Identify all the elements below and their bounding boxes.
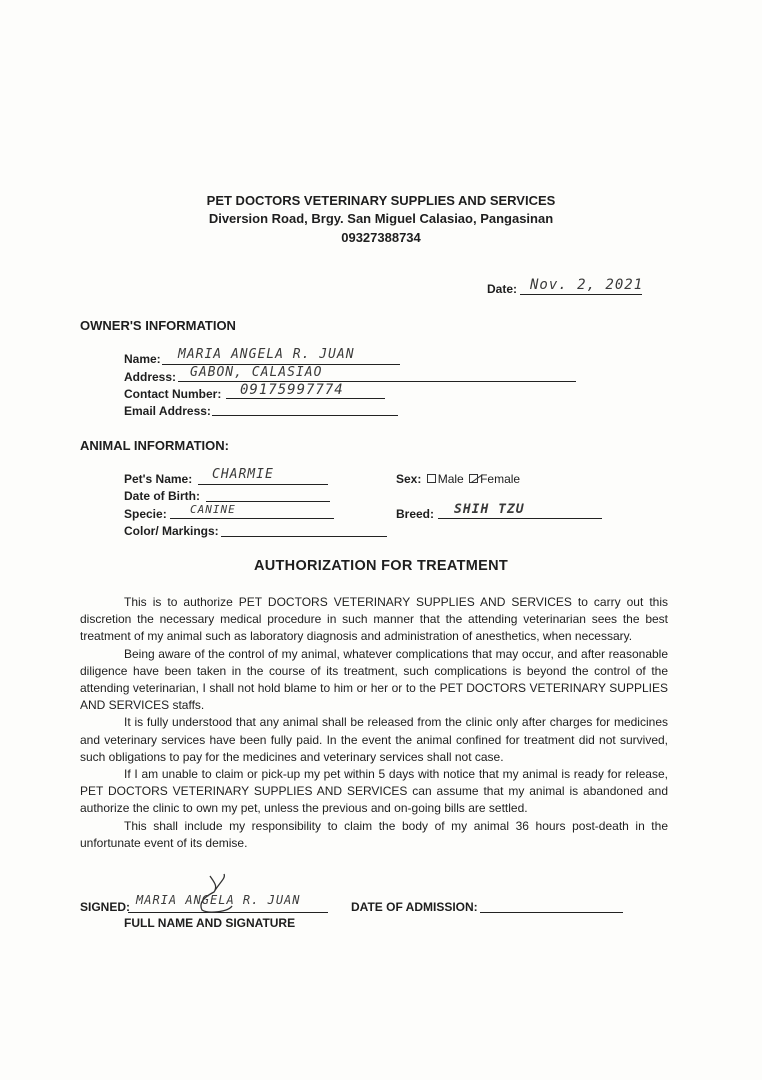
specie-label: Specie: (124, 507, 167, 521)
authorization-body (80, 594, 668, 852)
owner-contact-line (226, 398, 385, 399)
dob-line (206, 501, 330, 502)
dob-label: Date of Birth: (124, 489, 200, 503)
paragraph: This is to authorize PET DOCTORS VETERINARY SUPPLIES AND SERVICES to carry out this discretion the necessary medical procedure in such manner that the attending veterinarian sees the best treatment of my animal such as laboratory diagnosis and administration of anesthetics, when necessary. (80, 595, 668, 644)
clinic-phone: 09327388734 (341, 230, 421, 245)
owner-name-label: Name: (124, 352, 161, 366)
admission-label: DATE OF ADMISSION: (351, 900, 478, 914)
male-option-label: Male (437, 472, 464, 486)
pet-name-label: Pet's Name: (124, 472, 193, 486)
specie-line (170, 518, 334, 519)
owner-contact-value: 09175997774 (240, 382, 344, 398)
sex-label: Sex: (396, 472, 422, 486)
paragraph: This shall include my responsibility to claim the body of my animal 36 hours post-death in the unfortunate event of its demise. (80, 818, 668, 850)
clinic-name: PET DOCTORS VETERINARY SUPPLIES AND SERVICES (206, 193, 556, 208)
clinic-address: Diversion Road, Brgy. San Miguel Calasiao, Pangasinan (208, 211, 554, 226)
owner-address-value: GABON, CALASIAO (190, 365, 323, 380)
owner-email-line (212, 415, 398, 416)
male-checkbox[interactable] (427, 474, 436, 483)
color-line (221, 536, 387, 537)
date-label: Date: (487, 282, 518, 296)
color-label: Color/ Markings: (124, 524, 219, 538)
authorization-title: AUTHORIZATION FOR TREATMENT (253, 558, 509, 574)
pet-name-value: CHARMIE (212, 467, 274, 482)
breed-line (438, 518, 602, 519)
paragraph: It is fully understood that any animal shall be released from the clinic only after charges for medicines and veterinary services have been fully paid. In the event the animal confined for treatment did not survived, such obligations to pay for the medicines and veterinary services shall not case. (80, 715, 668, 764)
animal-section-title: ANIMAL INFORMATION: (80, 438, 229, 453)
breed-value: SHIH TZU (454, 502, 525, 517)
owner-section-title: OWNER'S INFORMATION (80, 318, 236, 333)
owner-address-label: Address: (124, 370, 177, 384)
owner-email-label: Email Address: (124, 404, 211, 418)
signature-scribble (188, 872, 248, 916)
owner-name-value: MARIA ANGELA R. JUAN (178, 347, 355, 362)
signature-caption: FULL NAME AND SIGNATURE (124, 916, 296, 930)
paragraph: Being aware of the control of my animal, whatever complications that may occur, and after reasonable diligence have been taken in the course of its treatment, such complications is beyond the control of the attending veterinarian, I shall not hold blame to him or her or to the PET DOCTORS VETERINARY SUPPLIES AND SERVICES staffs. (80, 646, 668, 713)
breed-label: Breed: (396, 507, 435, 521)
date-line (520, 294, 642, 295)
female-option-label: Female (480, 472, 521, 486)
paragraph: If I am unable to claim or pick-up my pet within 5 days with notice that my animal is ready for release, PET DOCTORS VETERINARY SUPPLIES AND SERVICES can assume that my animal is abandoned and authorize the clinic to own my pet, unless the previous and on-going bills are settled. (80, 767, 668, 816)
date-value: Nov. 2, 2021 (530, 277, 644, 293)
owner-contact-label: Contact Number: (124, 387, 222, 401)
pet-name-line (198, 484, 328, 485)
specie-value: CANINE (190, 503, 236, 516)
admission-line (480, 912, 623, 913)
female-checkbox[interactable] (469, 474, 478, 483)
signed-label: SIGNED: (80, 900, 131, 914)
owner-address-line (178, 381, 576, 382)
signed-value: MARIA ANGELA R. JUAN (136, 893, 301, 907)
sex-field (396, 472, 520, 486)
